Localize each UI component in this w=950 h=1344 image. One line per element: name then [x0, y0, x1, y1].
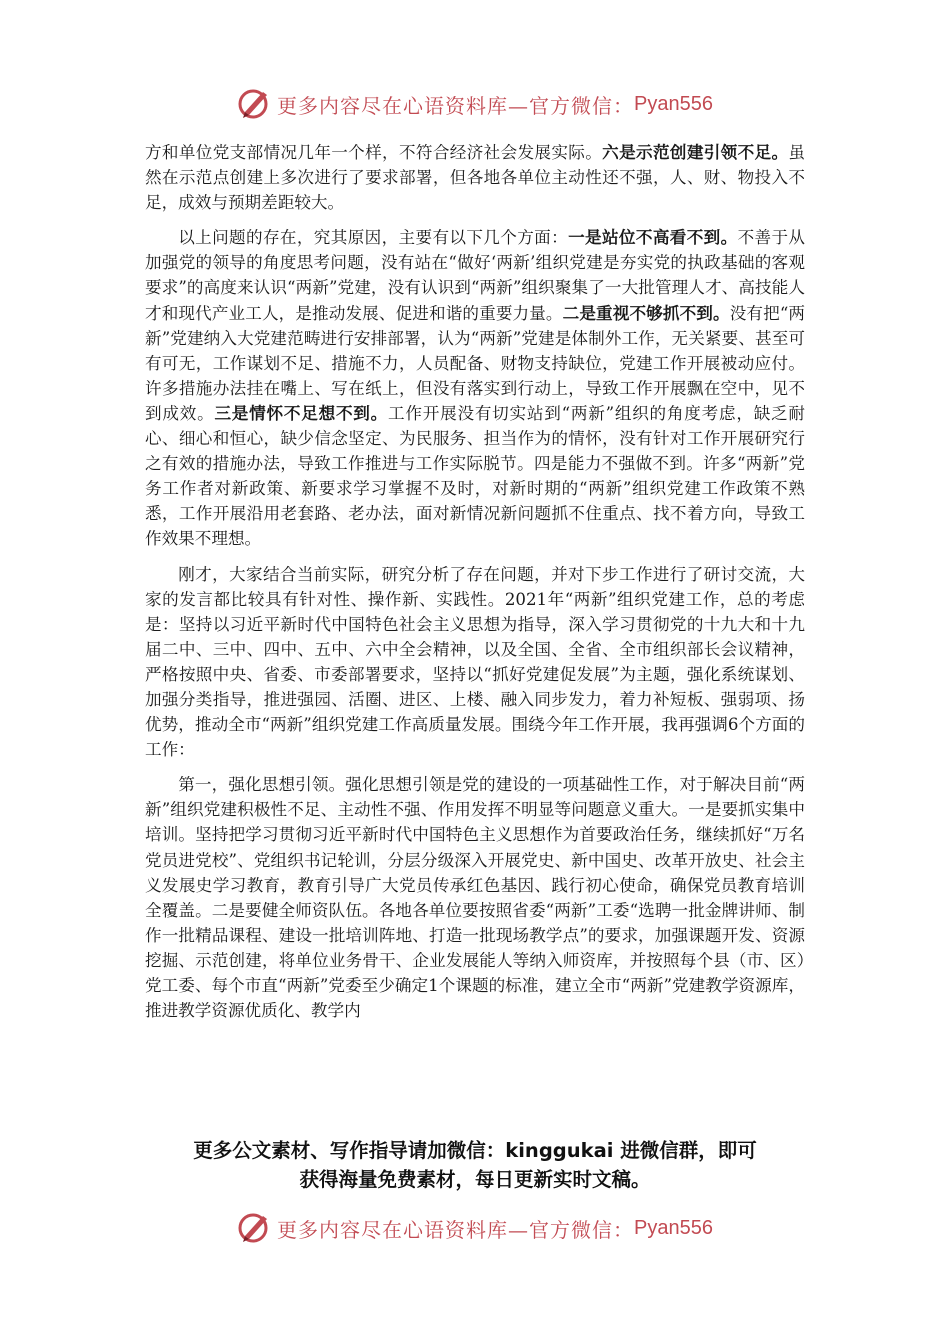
pen-logo-icon: [237, 86, 273, 122]
watermark-header: [0, 84, 950, 124]
promo-banner: [100, 1136, 850, 1194]
watermark-text: 更多内容尽在心语资料库—官方微信：: [277, 93, 635, 118]
text-segment: 第一，强化思想引领。强化思想引领是党的建设的一项基础性工作，对于解决目前“两新”组织党建积极性不足、主动性不强、作用发挥不明显等问题意义重大。一是要抓实集中培训。坚持把学习贯彻习近平新时代中国特色主义思想作为首要政治任务，继续抓好“万名党员进党校”、党组织书记轮训，分层分级深入开展党史、新中国史、改革开放史、社会主义发展史学习教育，教育引导广大党员传承红色基因、践行初心使命，确保党员教育培训全覆盖。二是要健全师资队伍。各地各单位要按照省委“两新”工委“选聘一批金牌讲师、制作一批精品课程、建设一批培训阵地、打造一批现场教学点”的要求，加强课题开发、资源挖掘、示范创建，将单位业务骨干、企业发展能人等纳入师资库，并按照每个县（市、区）党工委、每个市直“两新”党委至少确定1个课题的标准，建立全市“两新”党建教学资源库，推进教学资源优质化、教学内: [145, 775, 805, 1021]
text-segment: 工作开展没有切实站到“两新”组织的角度考虑，缺乏耐心、细心和恒心，缺少信念坚定、为民服务、担当作为的情怀，没有针对工作开展研究行之有效的措施办法，导致工作推进与工作实际脱节。四是能力不强做不到。许多“两新”党务工作者对新政策、新要求学习掌握不及时，对新时期的“两新”组织党建工作政策不熟悉，工作开展沿用老套路、老办法，面对新情况新问题抓不住重点、找不着方向，导致工作效果不理想。: [145, 403, 806, 549]
watermark-footer: [0, 1208, 950, 1248]
text-segment: 不善于从加强党的领导的角度思考问题，没有站在“做好‘两新’组织党建是夯实党的执政基础的客观要求”的高度来认识“两新”党建，没有认识到“两新”组织聚集了一大批管理人才、高技能人才和现代产业工人，是推动发展、促进和谐的重要力量。: [145, 228, 806, 323]
paragraph: [145, 225, 805, 551]
bold-heading-segment: 六是示范创建引领不足。: [602, 142, 789, 162]
document-body: [145, 140, 805, 1033]
text-segment: 虽然在示范点创建上多次进行了要求部署，但各地各单位主动性还不强，人、财、物投入不足，成效与预期差距较大。: [145, 143, 805, 213]
text-segment: 刚才，大家结合当前实际，研究分析了存在问题，并对下步工作进行了研讨交流，大家的发言都比较具有针对性、操作新、实践性。2021年“两新”组织党建工作，总的考虑是：坚持以习近平新时代中国特色社会主义思想为指导，深入学习贯彻党的十九大和十九届二中、三中、四中、五中、六中全会精神，以及全国、全省、全市组织部长会议精神，严格按照中央、省委、市委部署要求，坚持以“抓好党建促发展”为主题，强化系统谋划、加强分类指导，推进强园、活圈、进区、上楼、融入同步发力，着力补短板、强弱项、扬优势，推动全市“两新”组织党建工作高质量发展。围绕今年工作开展，我再强调6个方面的工作：: [145, 564, 805, 760]
pen-logo-icon: [237, 1210, 273, 1246]
paragraph: [145, 140, 805, 215]
bold-heading-segment: 二是重视不够抓不到。: [562, 302, 730, 323]
paragraph: [145, 772, 805, 1023]
watermark-wechat-id: Pyan556: [634, 92, 713, 115]
bold-heading-segment: 三是情怀不足想不到。: [214, 402, 389, 423]
bold-heading-segment: 一是站位不高看不到。: [568, 227, 738, 248]
text-segment: 方和单位党支部情况几年一个样，不符合经济社会发展实际。: [145, 143, 603, 162]
promo-line-1: 更多公文素材、写作指导请加微信：kinggukai 进微信群，即可: [193, 1139, 757, 1162]
paragraph: [145, 562, 805, 763]
text-segment: 没有把“两新”党建纳入大党建范畴进行安排部署，认为“两新”党建是体制外工作，无关紧要、甚至可有可无，工作谋划不足、措施不力，人员配备、财物支持缺位，党建工作开展被动应付。许多措施办法挂在嘴上、写在纸上，但没有落实到行动上，导致工作开展飘在空中，见不到成效。: [145, 303, 806, 423]
text-segment: 以上问题的存在，究其原因，主要有以下几个方面：: [178, 228, 569, 248]
promo-line-2: 获得海量免费素材，每日更新实时文稿。: [299, 1168, 651, 1191]
watermark-wechat-id: Pyan556: [634, 1216, 713, 1239]
watermark-text: 更多内容尽在心语资料库—官方微信：: [277, 1217, 635, 1242]
